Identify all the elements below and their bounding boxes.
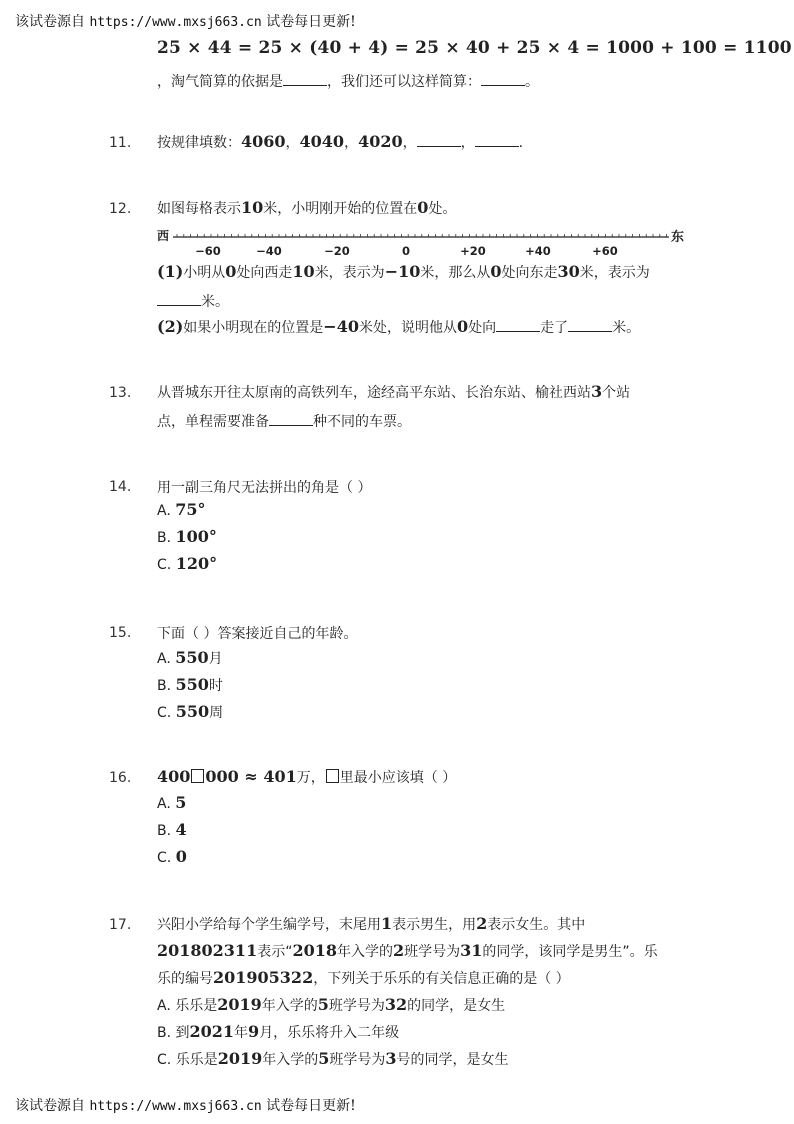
option-unit: 周 (209, 705, 224, 721)
text: 乐乐是 (175, 1052, 218, 1068)
number: 1 (381, 914, 393, 933)
number-line-figure (157, 226, 697, 260)
q11-sep: ， (285, 135, 300, 151)
q11-stem (157, 132, 523, 152)
text: 号的同学，是女生 (396, 1052, 509, 1068)
text: 年入学的 (262, 1052, 319, 1068)
q10-text (157, 71, 539, 91)
q13-line2 (157, 411, 411, 431)
text: 米，表示为 (314, 265, 385, 281)
number: 0 (225, 262, 237, 281)
option-a[interactable] (157, 500, 206, 519)
text: 处向西走 (236, 265, 293, 281)
source-banner-top (15, 11, 356, 31)
q11-sep: ， (344, 135, 359, 151)
text: 个站 (602, 385, 631, 401)
option-unit: 时 (208, 678, 223, 694)
option-value: 5 (175, 793, 187, 812)
text: 处向东走 (501, 265, 558, 281)
option-value: 120° (175, 554, 218, 573)
text: 年入学的 (337, 944, 393, 960)
number: −10 (384, 262, 421, 281)
option-b[interactable] (157, 675, 223, 695)
text: 小明从 (183, 265, 226, 281)
q12-text-2: 米，小明刚开始的位置在 (263, 201, 418, 217)
q12-text-1: 如图每格表示 (157, 201, 241, 217)
axis-tick-label: −60 (195, 244, 221, 258)
q11-end: . (518, 135, 524, 151)
option-label: B. (157, 678, 176, 694)
option-label: A. (157, 796, 176, 812)
option-b[interactable] (157, 820, 187, 839)
text: 年入学的 (261, 998, 318, 1014)
text: 点，单程需要准备 (157, 414, 269, 430)
text: 乐乐是 (175, 998, 218, 1014)
axis-east-label: 东 (671, 230, 685, 245)
option-a[interactable] (157, 648, 223, 668)
number: 9 (248, 1022, 260, 1041)
q10-text-1: ，淘气简算的依据是 (157, 74, 283, 90)
number: 0 (456, 317, 469, 336)
option-c[interactable] (157, 554, 217, 573)
text: 表示男生，用 (392, 917, 477, 933)
q11-seq-2: 4040 (299, 132, 345, 151)
option-a[interactable] (157, 995, 505, 1015)
axis-tick-label: +20 (460, 244, 486, 258)
q17-line2 (157, 941, 658, 961)
option-c[interactable] (157, 702, 223, 722)
option-value: 4 (175, 820, 187, 839)
option-value: 75° (175, 500, 206, 519)
number: 10 (292, 262, 315, 281)
text: 万， (296, 770, 325, 786)
q15-stem: 下面（ ）答案接近自己的年龄。 (157, 626, 358, 642)
question-number: 17. (109, 917, 132, 933)
question-number: 11. (109, 135, 132, 151)
answer-blank[interactable] (481, 73, 525, 86)
q12-num-1: 10 (241, 198, 264, 217)
option-label: A. (157, 651, 176, 667)
answer-blank[interactable] (283, 73, 327, 86)
number: 2 (393, 941, 405, 960)
option-label: C. (157, 705, 176, 721)
banner-url: https://www.mxsj663.cn (89, 1099, 262, 1114)
option-c[interactable] (157, 1049, 509, 1069)
text: 班学号为 (328, 998, 385, 1014)
number: 400 (157, 767, 191, 786)
text: 从晋城东开往太原南的高铁列车，途经高平东站、长治东站、榆社西站 (157, 385, 591, 401)
number: 3 (591, 382, 603, 401)
banner-prefix: 该试卷源自 (15, 1098, 90, 1114)
option-label: B. (157, 1025, 176, 1041)
q11-seq-1: 4060 (241, 132, 286, 151)
option-value: 550 (175, 648, 209, 667)
number: 2019 (217, 1049, 263, 1068)
text: 乐的编号 (157, 971, 213, 987)
number: 2 (476, 914, 488, 933)
question-number: 14. (109, 479, 132, 495)
option-label: C. (157, 557, 176, 573)
banner-prefix: 该试卷源自 (15, 14, 90, 30)
option-value: 0 (175, 847, 187, 866)
q17-line3 (157, 968, 570, 988)
text: 米，表示为 (579, 265, 650, 281)
text: 如果小明现在的位置是 (183, 320, 324, 336)
q14-stem: 用一副三角尺无法拼出的角是（ ） (157, 480, 372, 496)
option-value: 100° (175, 527, 217, 546)
text: 的同学，该同学是男生”。乐 (482, 944, 658, 960)
number: 3 (385, 1049, 397, 1068)
option-label: C. (157, 1052, 176, 1068)
number: 000 ≈ 401 (205, 767, 297, 786)
q12-part1-line2 (157, 291, 229, 311)
option-label: A. (157, 503, 176, 519)
q10-text-3: 。 (525, 74, 539, 90)
q11-sep: ， (460, 135, 475, 151)
question-number: 13. (109, 385, 132, 401)
text: 表示“ (257, 944, 293, 960)
part-index: (2) (157, 317, 184, 336)
number: −40 (323, 317, 359, 336)
text: 走了 (540, 320, 569, 336)
number: 5 (317, 995, 329, 1014)
q16-stem (157, 767, 456, 787)
q11-seq-3: 4020 (358, 132, 403, 151)
text: 米。 (612, 320, 641, 336)
question-number: 12. (109, 201, 132, 217)
option-label: B. (157, 823, 176, 839)
text: 的同学，是女生 (407, 998, 506, 1014)
option-unit: 月 (208, 651, 223, 667)
text: 处向 (468, 320, 497, 336)
number: 2021 (189, 1022, 235, 1041)
box-placeholder (326, 769, 339, 783)
banner-suffix: 试卷每日更新! (261, 14, 356, 30)
answer-blank[interactable] (157, 293, 201, 306)
option-label: B. (157, 530, 176, 546)
q11-sep: ， (402, 135, 417, 151)
answer-blank[interactable] (269, 413, 313, 426)
number: 31 (460, 941, 483, 960)
option-c[interactable] (157, 847, 187, 866)
q11-text: 按规律填数： (157, 135, 241, 151)
q12-stem (157, 198, 456, 218)
number: 0 (490, 262, 502, 281)
source-banner-bottom (15, 1095, 356, 1115)
axis-tick-label: +40 (525, 244, 551, 258)
number: 201802311 (157, 941, 258, 960)
axis-west-label: 西 (157, 229, 170, 243)
number: 201905322 (213, 968, 314, 987)
answer-blank[interactable] (417, 134, 461, 147)
text: 班学号为 (329, 1052, 386, 1068)
option-b[interactable] (157, 527, 217, 546)
axis-tick-label: 0 (401, 244, 411, 258)
q10-equation: 25 × 44 = 25 × (40 + 4) = 25 × 40 + 25 × 4 = 1000 + 100 = 1100 (157, 38, 792, 58)
text: 年 (234, 1025, 249, 1041)
text: 到 (175, 1025, 190, 1041)
answer-blank[interactable] (568, 319, 612, 332)
option-value: 550 (175, 675, 209, 694)
box-placeholder (191, 769, 204, 783)
banner-suffix: 试卷每日更新! (261, 1098, 356, 1114)
number: 32 (384, 995, 408, 1014)
number: 30 (557, 262, 580, 281)
option-label: C. (157, 850, 176, 866)
text: 月，乐乐将升入二年级 (259, 1025, 400, 1041)
text: 兴阳小学给每个学生编学号，末尾用 (157, 917, 381, 933)
number: 5 (318, 1049, 330, 1068)
q17-line1 (157, 914, 585, 934)
axis-tick-label: −20 (324, 244, 350, 258)
option-a[interactable] (157, 793, 186, 812)
answer-blank[interactable] (475, 134, 519, 147)
text: 班学号为 (404, 944, 461, 960)
option-value: 550 (175, 702, 210, 721)
text: 米处，说明他从 (358, 320, 457, 336)
answer-blank[interactable] (496, 319, 540, 332)
q12-num-2: 0 (417, 198, 429, 217)
option-label: A. (157, 998, 176, 1014)
question-number: 16. (109, 770, 132, 786)
text: 表示女生。其中 (487, 917, 586, 933)
number: 2019 (217, 995, 262, 1014)
option-b[interactable] (157, 1022, 399, 1042)
text: 种不同的车票。 (313, 414, 411, 430)
text: 里最小应该填（ ） (339, 770, 457, 786)
part-index: (1) (157, 262, 184, 281)
axis-tick-label: −40 (256, 244, 282, 258)
text: 米，那么从 (420, 265, 491, 281)
text: 米。 (201, 294, 229, 310)
number: 2018 (292, 941, 337, 960)
q12-part2 (157, 317, 640, 337)
q12-part1-line1 (157, 262, 650, 282)
q13-line1 (157, 382, 630, 402)
axis-tick-label: +60 (592, 244, 618, 258)
question-number: 15. (109, 625, 132, 641)
q12-text-3: 处。 (428, 201, 457, 217)
text: ，下列关于乐乐的有关信息正确的是（ ） (313, 971, 570, 987)
q10-text-2: ，我们还可以这样简算： (327, 74, 481, 90)
banner-url: https://www.mxsj663.cn (89, 15, 262, 30)
